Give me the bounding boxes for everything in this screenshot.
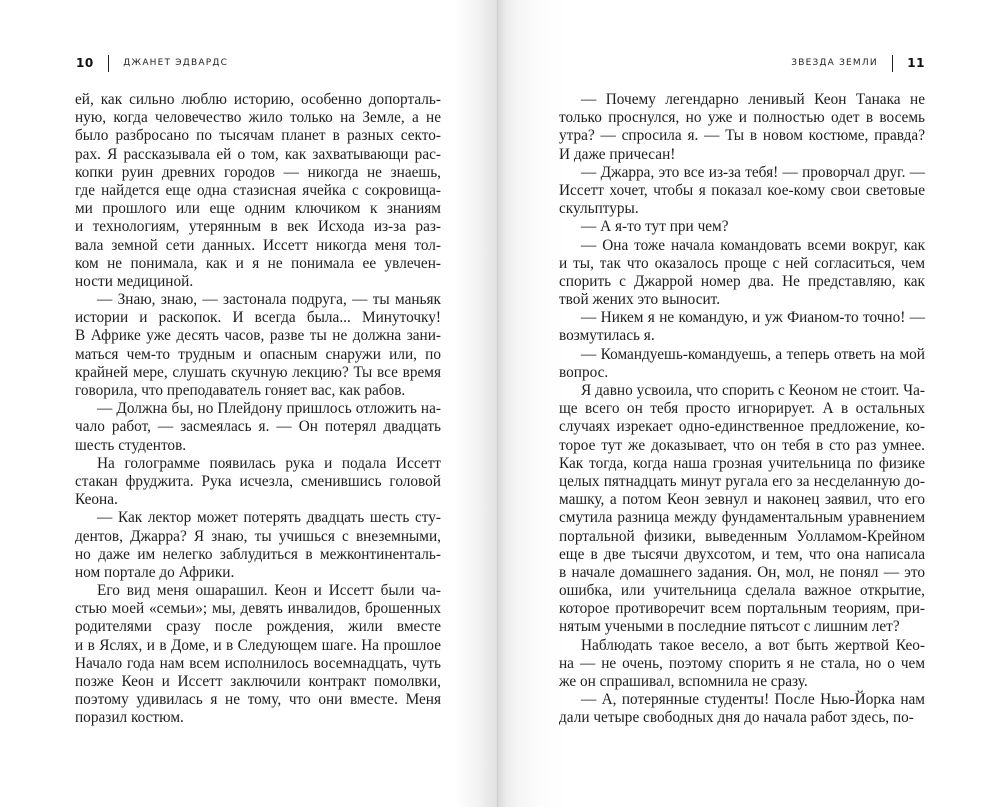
paragraph: [75, 91, 441, 291]
text-line: вопрос.: [559, 363, 609, 381]
text-line: поразил костюм.: [75, 709, 184, 727]
book-gutter: [497, 0, 498, 807]
paragraph: [559, 91, 925, 164]
paragraph: [75, 400, 441, 455]
text-line: Как тогда, когда наша грозная учительница по физике: [559, 454, 925, 472]
text-line: — Никем я не командую, и уж Фианом-то точно! —: [581, 309, 925, 327]
text-line: родителями сразу после рождения, жили вместе: [75, 618, 441, 636]
text-line: было разбросано по тысячам планет в разных секто-: [75, 127, 441, 145]
text-line: маться чем-то трудным и опасным снаружи или, по: [75, 345, 441, 363]
page-number: 10: [76, 56, 94, 70]
text-line: ошибка, или учительница сделала важное открытие,: [559, 582, 925, 600]
text-line: стакан фруджита. Рука исчезла, сменившись головой: [75, 472, 441, 490]
text-line: копки руин древних городов — никогда не знаешь,: [75, 163, 441, 181]
text-line: ком не понимала, как и я не понимала ее увлечен-: [75, 254, 441, 272]
text-line: торое тут же доказывает, что он тебя в сто раз умнее.: [559, 436, 925, 454]
left-page: [0, 0, 498, 807]
text-line: — А я-то тут при чем?: [581, 218, 729, 236]
text-line: скульптуры.: [559, 200, 639, 218]
paragraph: [559, 164, 925, 219]
paragraph: [559, 637, 925, 692]
text-line: стью моей «семьи»; мы, девять инвалидов, брошенных: [75, 600, 441, 618]
text-line: шесть студентов.: [75, 436, 187, 454]
text-line: — Джарра, это все из-за тебя! — проворчал друг. —: [581, 163, 925, 181]
text-line: смутила разница между фундаментальным уравнением: [559, 509, 925, 527]
header-divider: [892, 55, 894, 72]
text-line: Я давно усвоила, что спорить с Кеоном не стоит. Ча-: [581, 382, 925, 399]
text-line: ей, как сильно люблю историю, особенно допорталь-: [75, 91, 441, 108]
text-line: В Африке уже десять часов, разве ты не должна зани-: [75, 327, 441, 345]
text-line: крайней мере, слушать скучную лекцию? Ты все время: [75, 363, 441, 381]
text-line: ще всего он тебя просто игнорирует. А в остальных: [559, 400, 925, 418]
text-line: позже Кеон и Иссетт заключили контракт помолвки,: [75, 673, 441, 690]
text-line: и ты, так что оказалось проще с ней согласиться, чем: [559, 254, 925, 272]
text-line: ную, когда человечество жило только на Земле, а не: [75, 109, 441, 127]
text-line: вала земной сети данных. Иссетт никогда меня тол-: [75, 236, 441, 254]
paragraph: [75, 509, 441, 582]
text-line: утра? — спросила я. — Ты в новом костюме, правда?: [559, 127, 925, 145]
right-page-text: [559, 91, 925, 728]
text-line: чало работ, — засмеялась я. — Он потерял двадцать: [75, 418, 441, 436]
right-page: [498, 0, 998, 807]
author-name: ДЖАНЕТ ЭДВАРДС: [123, 58, 229, 68]
paragraph: [75, 582, 441, 728]
left-page-text: [75, 91, 441, 728]
text-line: Его вид меня ошарашил. Кеон и Иссетт были ча-: [97, 582, 441, 600]
paragraph: [559, 382, 925, 637]
text-line: случаях изрекает одно-единственное предложение, ко-: [559, 418, 925, 436]
text-line: же он спрашивал, вспомнила не сразу.: [559, 673, 808, 690]
text-line: и технологиям, утерянным в век Исхода из-за раз-: [75, 218, 441, 236]
text-line: — А, потерянные студенты! После Нью-Йорка нам: [581, 691, 925, 709]
text-line: портальной физики, выведенным Уолламом-Крейном: [559, 527, 925, 545]
paragraph: [559, 237, 925, 310]
left-running-header: [76, 54, 228, 72]
text-line: и в Яслях, и в Доме, и в Следующем шаге. На прошлое: [75, 636, 441, 654]
text-line: поэтому удивилась я не тому, что они вместе. Меня: [75, 691, 441, 709]
text-line: — Как лектор может потерять двадцать шесть сту-: [97, 509, 441, 527]
text-line: на — не очень, поэтому спорить я не стала, но о чем: [559, 654, 925, 672]
header-divider: [108, 55, 110, 72]
text-line: спорить с Джаррой номер два. Не представляю, как: [559, 272, 925, 290]
text-line: И даже причесан!: [559, 145, 676, 163]
text-line: ном портале до Африки.: [75, 563, 235, 581]
paragraph: [559, 218, 925, 236]
text-line: где найдется еще одна стазисная ячейка с сокровища-: [75, 181, 441, 199]
paragraph: [75, 291, 441, 400]
text-line: Кеона.: [75, 491, 118, 509]
paragraph: [559, 691, 925, 727]
text-line: возмутилась я.: [559, 327, 655, 345]
paragraph: [559, 309, 925, 345]
text-line: На голограмме появилась рука и подала Иссетт: [97, 454, 441, 472]
text-line: говорила, что преподаватель гоняет вас, как рабов.: [75, 382, 406, 399]
text-line: Начало года нам всем исполнилось восемнадцать, чуть: [75, 654, 441, 672]
text-line: но даже им нелегко заблудиться в межконтиненталь-: [75, 545, 441, 563]
paragraph: [559, 346, 925, 382]
text-line: целых пятнадцать минут ругала его за несделанную до-: [559, 472, 925, 490]
text-line: которое противоречит всем портальным теориям, при-: [559, 600, 925, 618]
text-line: — Знаю, знаю, — застонала подруга, — ты маньяк: [97, 291, 441, 309]
paragraph: [75, 455, 441, 510]
text-line: — Должна бы, но Плейдону пришлось отложить на-: [97, 400, 441, 418]
text-line: рах. Я рассказывала ей о том, как захватывающи рас-: [75, 145, 441, 163]
text-line: дентов, Джарра? Я знаю, ты учишься с внеземными,: [75, 527, 441, 545]
text-line: дали четыре свободных дня до начала работ здесь, по-: [559, 709, 914, 727]
text-line: Иссетт хочет, чтобы я показал кое-кому свои световые: [559, 181, 925, 199]
page-number: 11: [907, 56, 925, 70]
text-line: нятым учеными в последние пятьсот с лишним лет?: [559, 618, 900, 636]
text-line: ми прошлого или еще одним ключиком к знаниям: [75, 200, 441, 218]
text-line: — Она тоже начала командовать всеми вокруг, как: [581, 236, 925, 254]
right-running-header: [791, 54, 925, 72]
text-line: истории и раскопок. И всегда была... Минуточку!: [75, 309, 441, 327]
text-line: — Почему легендарно ленивый Кеон Танака не: [581, 91, 925, 108]
text-line: твой жених это выносит.: [559, 291, 721, 309]
text-line: машку, а потом Кеон зевнул и наконец заявил, что его: [559, 491, 925, 509]
text-line: только проснулся, но уже и полностью одет в восемь: [559, 109, 925, 127]
text-line: в начале домашнего задания. Он, мол, не понял — это: [559, 563, 925, 581]
book-title: ЗВЕЗДА ЗЕМЛИ: [791, 58, 878, 68]
text-line: Наблюдать такое весело, а вот быть жертвой Кео-: [581, 636, 925, 654]
text-line: еще в две тысячи двухсотом, и тем, что она написала: [559, 545, 925, 563]
text-line: ности медициной.: [75, 272, 194, 290]
text-line: — Командуешь-командуешь, а теперь ответь на мой: [581, 345, 925, 363]
